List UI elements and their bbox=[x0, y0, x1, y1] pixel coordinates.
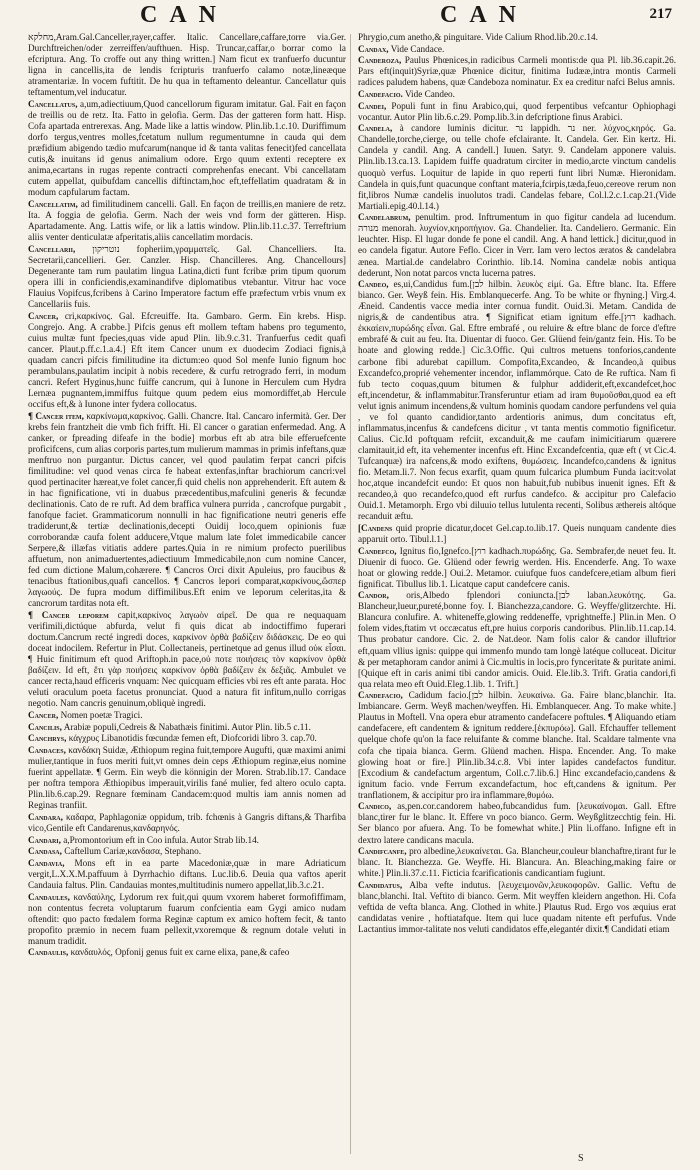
entry-headword: Candifcanfe, bbox=[358, 846, 407, 857]
right-column bbox=[358, 32, 676, 1157]
entry-headword: [Candens bbox=[358, 522, 393, 533]
dictionary-entry bbox=[28, 311, 346, 410]
entry-headword: Candeo, bbox=[358, 279, 389, 290]
entry-headword: Cancellarii, bbox=[28, 243, 76, 254]
entry-text: Phrygio,cum anetho,& pinguitare. Vide Calium Rhod.lib.20.c.14. bbox=[358, 32, 598, 42]
dictionary-entry bbox=[28, 858, 346, 891]
dictionary-entry bbox=[28, 199, 346, 243]
entry-text: Alba vefte indutus. [λευχειμονῶν,λευκοφορῶν. Gallic. Veftu de blanc,blanchi. Ital. Veftito di bianco. Germ. Mit weyffen kleidern angethon. Hi. Cofa veftida de vefta blanca. Ang. Clothed in white.] Plautus Rud. Ergo vos æquius erat candidatas venire , hoftiatafque. Item qui luce quadam nitente eft perfufus. Vnde Lactantius immor-talitate nos veluti candidatos effe,elegantér dixit.¶ Candidati etiam bbox=[358, 879, 676, 935]
dictionary-entry bbox=[28, 710, 346, 721]
entry-text: Mons eft in ea parte Macedoniæ,quæ in mare Adriaticum vergit,L.X.X.M.paffuum à Dyrrhachio diftans. Luc.lib.6. Deuia qua vaftos aperit Candauia faltus. Plin. Candauias montes,multitudinis numero appellat,lib.3.c.21. bbox=[28, 857, 346, 890]
running-head-right: CAN bbox=[440, 2, 528, 28]
entry-headword: Candasa, bbox=[28, 846, 62, 857]
entry-text: es,ui,Candidus fum.[לבן hilbin. λευκὸς εἰμί. Ga. Eftre blanc. Ita. Effere bianco. Ger. Weyß fein. His. Emblanquecerfe. Ang. To be white or fhyning.] Virg.4. Æneid. Candentis vacce media inter cornua fundit. Ouid.3i. Metam. Candida de nigris,& de candentibus atra. ¶ Significat etiam ignitum effe.[רוץ kadhach. ἐκκαίειν,πυρώδης εἶναι. Gal. Eftre embrafé , ou reluire & eftre blanc de force d'eftre embrafé & cuit au feu. Ita. Diuentar di fuoco. Ger. Glüend fein/gantz fein. His. To be hoate and glowing redde.] Cic.3.Offic. Qui cultros metuens tonforios,candente carbone fibi adurebat capillum. Compofita,Excandeo, & Incandeo,à quibus Excandefco,proprié vehementer incendor, inflammórque. Cato de Re ruftica. Nam fi fub tecto coquas,quum bitumen & fulphur addiderit,eft,excandefcet,hoc eft,incendetur, & inflammabitur.Transferuntur etiam ad iram θυμοῦσθαι,quod ea eft velut ignis animum incendens,& vultum hominis quodam candore perfundens vel quia , ve fol quanto candidior,tanto ardentioris animus, dum concitatus eft, inflammatus,incenfus & candefcens dicitur , vt tanta mentis commotio fignificetur. Calius. Cic.Id poftquam refciit, excanduit,& me caufam inimicitiarum quærere clamitauit,id eft, ita vehementer incenfus eft. Hinc Excandefcentia, quæ eft ( vt Cic.4. Tufcanquæ) ira nafcens,& modo exiftens, θυμώσεις. Incandefco,candens & ignitus fio. Metam.li.7. Non fecus exarfit, quam quum fulcarica plumbum Funda iacit:volat hoc,atque incandefcit eundo: Et quos non habuit,fub nubibus inuenit ignes. Eft & recandeo,à quo recandefco,quod eft rurfus candefco. & accipitur pro Calefacio Ouid.1. Metamorph. Ergo vbi diluuio tellus lutulenta recenti, Solibus æthereis altóque recanduit æftu. bbox=[358, 279, 676, 522]
entry-headword: Candaules, bbox=[28, 891, 70, 902]
entry-text: καδαρα, Paphlagoniæ oppidum, trib. fchœnis à Gangris diftans,& Tharfiba vico,Gentile eft Candarenus,κανδαρηνός. bbox=[28, 811, 346, 833]
entry-text: ad fimilitudinem cancelli. Gall. En façon de treillis,en maniere de retz. Ita. A foggia de gelofia. Germ. Nach der weis vnd form der gätteren. Hisp. Apartadamente. Ang. Lattis wife, or lik a lattis window. Plin.lib.11.c.37. Terreftrium aliis venter denticulatæ afperitatis,aliis cancellatim mordacis. bbox=[28, 198, 346, 243]
entry-headword: Candico, bbox=[358, 801, 392, 812]
entry-text: Caftellum Cariæ,κανδασα, Stephano. bbox=[64, 846, 202, 857]
signature-mark: S bbox=[578, 1153, 584, 1164]
entry-text: oris,Albedo fplendori coniuncta.[לבן laban.λευκότης. Ga. Blancheur,lueur,pureté,bonne foy. I. Bianchezza,candore. G. Weyffe/glitzerchte. Hi. Blancura conlufire. A. whiteneffe,glowing reddeneffe, vprightneffe.] Plin.in Men. O folem vides,ftatim vt occæcatus eft,pre huius corporis candoribus. Plin.lib.11.cap.14. Thus probatur candore. Cic. 2. de Nat.deor. Nam folis calor & candor illuftrior eft,quam vllius ignis: quippe qui immenfo mundo tam longè latéque colluceat. Dicitur & per metaphoram candor animi à Cic.multis in locis,pro fynceritate & puritate animi.[Quique eft in caris animi tibi candor amicis. Ouid. Ele.lib.3. Trift. Gratia candori,fi qua relata meo eft Ouid.Eleg.1.lib. 1. Trift.] bbox=[358, 590, 676, 689]
dictionary-entry bbox=[358, 880, 676, 935]
entry-headword: Cancellatim, bbox=[28, 198, 78, 209]
dictionary-entry bbox=[28, 610, 346, 709]
entry-text: נוטריקון fopheriim,γραμματεῖς. Gal. Chancelliers. Ita. Secretarii,cancellieri. Ger. Canzler. Hisp. Chancilleres. Ang. Chancellours] Degenerante tam rum paulatim lingua Latina,dicti funt fcribæ prim tipum quorum opera illi in conficiendis,examinandifve diplomatibus vtebantur. Vitrur hac voce Flauius Vopifcus,fcribens à Carino Imperatore factum effe præfectum vrbis vnum ex Cancellariis fuis. bbox=[28, 243, 346, 309]
dictionary-entry bbox=[28, 745, 346, 811]
entry-headword: Candela, bbox=[358, 123, 393, 134]
dictionary-entry bbox=[28, 846, 346, 857]
entry-text: Vide Candace. bbox=[390, 43, 445, 54]
entry-headword: Candara, bbox=[28, 811, 63, 822]
entry-headword: Candaces, bbox=[28, 744, 66, 755]
column-divider bbox=[350, 34, 351, 1154]
dictionary-entry bbox=[358, 101, 676, 123]
entry-text: cri,καρκίνος. Gal. Efcreuiffe. Ita. Gambaro. Germ. Ein krebs. Hisp. Congrejo. Ang. A crabbe.] Pifcis genus eft mollem teftam habens pro tegumento, cuius multæ funt fpecies,quas vide apud Plin. lib.9.c.31. Tranfuerfus cedit quafi cancer. Plaut.p.ff.c.1.a.4.] Eft item Cancer unum ex duodecim Zodiaci fignis,à quadam cancri pifcis fimilitudine ita dictum:eo quod Sol menfe Iunio fignum hoc perambulans,paulatim incipit à nobis recedere, & curfu retrogrado ferri, in modum cancri. Refert Hyginus,hunc fuiffe cancrum, qui à Iunone in Herculem cum Hydra Lernæa pugnantem,immiffus fuitque quum pedem eius momordiffet,ab Hercule occifus eft,& à Iunone inter fydera collocatus. bbox=[28, 310, 346, 409]
dictionary-entry bbox=[358, 279, 676, 522]
entry-text: à candore luminis dicitur. נר lappidh. נר ner. λύχνος,κηρός. Ga. Chandelle,torche,cierge, ou telle chofe efclairante. It. Candela. Ger. Ein kertz. Hi. Candela y candil. Ang. A candell.] Iuuen. Satyr. 9. Candelam apponere valuis. Plin.lib.13.ca.13. Lapidem fuiffe quadratum circiter in medio,arcte vinctum candelis quoquò verfus. Loquitur de lapide in quo reperti funt libri Numæ. Hieronidam. Candela in quis,funt quacunque conftant materia,fcirpis,tæda,feuo,cereove rerum non fit,libros Numæ candelis inuolutos tradi. Candelas febare, Col.l.2.c.1.cap.21.(Vide Martiali.epig.40.l.14.) bbox=[358, 123, 676, 211]
entry-headword: Candefacio. bbox=[358, 89, 403, 100]
entry-text: Populi funt in finu Arabico,qui, quod ferpentibus vefcantur Ophiophagi vocantur. Autor Plin lib.6.c.29. Pomp.lib.3.in defcriptione finus Arabici. bbox=[358, 100, 676, 122]
dictionary-entry bbox=[358, 212, 676, 278]
entry-headword: Canderoza, bbox=[358, 55, 402, 66]
entry-text: as,pen.cor.candorem habeo,fubcandidus fum. [λευκαίνομαι. Gall. Eftre blanc,tirer fur le blanc. It. Effere vn poco bianco. Germ. Weyßglitzecchtig fein. Hi. Ser blanco por afuera. Ang. To be fomewhat white.] Plin li.offano. Infigne eft in dextro latere candicans macula. bbox=[358, 801, 676, 845]
dictionary-entry bbox=[358, 690, 676, 800]
entry-headword: Candari, bbox=[28, 834, 61, 845]
dictionary-entry bbox=[28, 947, 346, 958]
entry-text: capit,καρκίνος λαγωὸν αἱρεῖ. De qua re nequaquam verifimili,dictúque abfurda, velut fi quis dicat ab indoctiffimo fuperari doctum.Cancrum recté ingredi doces, καρκίνον ὀρθὰ βαδίζειν διδάσκεις. De eo qui doceat indocilem. Refertur in Plut. Collectaneis, pertinetque ad genus illud οὐκ εἶσαι. ¶ Huic finitimum eft quod Ariftoph.in pace,οὐ ποτε ποιήσεις τὸν καρκίνον ὀρθὰ βαδίζειν. Id eft, ἔτι γὰρ ποιήσεις καρκίνον ὀρθὰ βαδίζειν ἐκ δεξιᾶς. Ambulet ve cancer recta,haud efficeris vnquam: Nec quicquam efficies vbi res eft ante parata. Hoc veluti oraculum poeta facetus pronunciat. Quod a natura fit infitum,nullo corrigas negotio. Nam cancris genuinum,obliquè ingredi. bbox=[28, 610, 346, 709]
entry-text: Nomen poetæ Tragici. bbox=[60, 710, 143, 721]
entry-text: κανδάκη Suidæ, Æthiopum regina fuit,tempore Augufti, quæ maximi animi mulier,tantique in fuos meriti fuit,vt omnes dein ceps Æthiopum reginæ,eius nomine fuerint appellatæ. ¶ Germ. Ein weyb die könnigin der Moren. Strab.lib.17. Candace per noftra tempora Æthiopibus imperauit,virilis fané mulier, fed altero oculo capta. Plin.lib.6.cap.29. Regnare fœminam Candacem:quod multis iam annis nomen ad Reginas tranfiit. bbox=[28, 744, 346, 811]
entry-headword: Candax, bbox=[358, 43, 389, 54]
entry-text: καρκίνωμα,καρκίνος. Galli. Chancre. Ital. Cancaro infermità. Ger. Der krebs fein frantzheit die vmb fich frifft. Hi. El cancer o garatian enfermedad. Ang. A canker, or fpreading difeafe in the bodie] morbus eft ab atra bile efferuefcente proficifcens, cum alias corporis partes,tum mulierum mammas in primis infeftans,quæ menftruo non purgantur. Dictus cancer, vel quod paulatim ferpat cancri pifcis fimilitudine: vel quod venas circa fe habeat extenfas,inftar brachiorum cancri:vel quod pertinaciter hæreat,ve folet cancer,fi quid chelis non apprehenderit. Eft autem & in hac fignificatione, vti in duabus præcedentibus,mafculini generis & fecundæ declinationis. Cato de re ruft. Ad dem braffica vulnera purrida , cancrofque purgabit , fanofque faciet. Grammaticorum nonnulli in hac fignificatione neutri generis effe tradiderunt,& tertiæ declinationis,decepti Ouidij loco,quem opinionis fuæ corroborandæ caufa folent adducere,Vtque malum late folet immedicabile cancer Serpere,& illæfas vitiatis addere partes.Quia in re nimium profecto puerilibus affuetum, non animaduertentes,adiectiuum Immedicabile,non cum nomine Cancer, fed cum dictione Malum,cohærere. ¶ Cancros Orci dixit Apuleius, pro faucibus & tenacibus ftationibus,quafi cancellos. ¶ Cancros lepori comparat,καρκίνους,ὥσπερ λαγωούς. De fupra modum diffimilibus.Eft enim ve leporum celeritas,ita & cancrorum tarditas nota eft. bbox=[28, 410, 346, 609]
entry-text: Ignitus fio,Ignefco.[רוץ kadhach.πυρώδης. Ga. Sembrafer,de neuet feu. It. Diuenir di fuoco. Ge. Glüend oder fewrig werden. His. Encenderfe. Ang. To waxe hoat or glowing redde.] Oui.2. Metamor. cuiufque fuos candefcere,etiam album fieri fignificat. Tibullus lib.1. Licatque caput candefcere canis. bbox=[358, 545, 676, 589]
dictionary-entry bbox=[28, 835, 346, 846]
dictionary-entry bbox=[28, 733, 346, 744]
entry-text: quid proprie dicatur,docet Gel.cap.to.lib.17. Queis nunquam candente dies apparuit orto. Tibul.l.1.] bbox=[358, 522, 676, 544]
entry-headword: Candidatus, bbox=[358, 879, 403, 890]
page-number: 217 bbox=[649, 6, 672, 22]
dictionary-entry bbox=[28, 812, 346, 834]
entry-text: Vide Candeo. bbox=[404, 89, 455, 100]
entry-text: κάγχρυς Libanotidis fœcundæ femen eft, Diofcoridi libro 3. cap.70. bbox=[68, 733, 317, 744]
entry-headword: Candefco, bbox=[358, 545, 397, 556]
running-head bbox=[0, 0, 700, 34]
entry-text: Cadidum facio.[לבן hilbin. λευκαίνω. Ga. Faire blanc,blanchir. Ita. Imbiancare. Germ. Weyß machen/weyffen. Hi. Emblanquecer. Ang. To make white.] Plautus in Moftell. Vna opera ebur atramento candefacere poftules. ¶ Aliquando etiam candefacere, eft candentem & ignitum reddere.[ἐκπυρόω]. Gall. Efchauffer tellement quelque chofe qu'on la face reluifante & comme blanche. Ital. Scaldare talmente vna cofa che tipaia bianca. Germ. Glüend machen. Hispa. Encender. Ang. To make glowing hoat or fire.] Plin.lib.34.c.8. Vbi inter lapides candefactos funditur. [Excodium & candefactum argentum, Coll.c.7.lib.6.] Hinc excandefacio,candens & ignitum facio. vnde Ferrum excandefactum, hoc eft,candens & ignitum. Per tranflationem, & accipitur pro ira inflammare,θυμόω. bbox=[358, 690, 676, 800]
dictionary-entry bbox=[358, 523, 676, 545]
entry-headword: Canchrys, bbox=[28, 733, 67, 744]
entry-text: penultim. prod. Inftrumentum in quo figitur candela ad lucendum. מנורה menorah. λυχνίον,κηροπήγιον. Ga. Chandelier. Ita. Candeliero. Germanic. Ein leuchter. Hisp. El lugar donde fe pone el candil. Ang. A hand lettick.] dicitur,quod in eo candela figatur. Autore Feflo. Cicer in Verr. Iam vero lectos æratos & candelabra ænea. Martial.de candelabro Corinthio. lib.14. Nomina candelæ nobis antiqua dederunt, Non notat parcos vncta lucerna patres. bbox=[358, 212, 676, 278]
entry-headword: Candei, bbox=[358, 100, 387, 111]
running-head-left: CAN bbox=[140, 2, 228, 28]
entry-headword: Candavia, bbox=[28, 857, 65, 868]
dictionary-entry bbox=[358, 32, 676, 43]
dictionary-entry bbox=[28, 722, 346, 733]
entry-headword: Cancer, bbox=[28, 310, 59, 321]
dictionary-entry bbox=[358, 55, 676, 88]
dictionary-entry bbox=[28, 411, 346, 610]
dictionary-entry bbox=[28, 892, 346, 947]
entry-headword: Cancer, bbox=[28, 710, 59, 721]
entry-headword: ¶ Cancer item, bbox=[28, 410, 84, 421]
entry-text: κανδαυλός, Opfonij genus fuit ex carne elixa, pane,& cafeo bbox=[70, 947, 290, 958]
entry-text: מחלקא,Aram.Gal.Canceller,rayer,caffer. Italic. Cancellare,caffare,torre via.Ger. Durchftreichen/oder zerreiffen/aufthuen. Hisp. Truncar,caffar,o borrar como la efcriptura. Ang. To croffe out any thing written.] Nam ficut ex tranfuerfo ducuntur ligna in cancellis,ita de lendis fcripturis tranfuerfo calamo notæ,lineæque atramentariæ. In vocem fuftitit. De hu qua in teftamento deleantur. Cancellatur quis teftamentum,vel inducatur. bbox=[28, 32, 346, 98]
entry-headword: ¶ Cancer leporem bbox=[28, 610, 109, 620]
entry-text: a,um,adiectiuum,Quod cancellorum figuram imitatur. Gal. Fait en façon de treillis ou de retz. Ita. Fatto in gelofia. Germ. Das der gatteren form hatt. Hisp. Cofa apartada entrerexas. Ang. Made like a lattis window. Plin.lib.1.c.10. Duriffimum dorfo tergus,ventres molles,fcetatum nullum regumentumne in cauda qui dem præfidium abigendo tædio mufcarum(nanque id & tanta valitas fenecit)fed cancellata cutis,& inuitans id genus animalium odore. Ergo quum extenti receptere ex anima,ecartans in rugas repente contracti comprehenfas enecant. Vbi cancellatam cutem appellat, quibufdam cancellis diftinctam,hoc eft,teffellatim quadratam & in modum capfularum factam. bbox=[28, 98, 346, 198]
entry-headword: Candelabrum, bbox=[358, 212, 411, 223]
dictionary-entry bbox=[358, 44, 676, 55]
dictionary-entry bbox=[358, 801, 676, 845]
entry-text: Arabiæ populi,Cedreis & Nabathæis finitimi. Autor Plin. lib.5 c.11. bbox=[63, 721, 311, 732]
dictionary-entry bbox=[358, 89, 676, 100]
left-column bbox=[28, 32, 346, 1157]
dictionary-entry bbox=[358, 846, 676, 879]
dictionary-entry bbox=[358, 546, 676, 590]
entry-text: Paulus Phœnices,in radicibus Carmeli montis:de qua Pl. lib.36.capit.26. Pars eft(inquit)Syriæ,quæ Phœnice dicitur, finitima Iudææ,intra montis Carmeli radices paludem habens, quæ Candeboza nominatur. Ex ea creditur nafci Belus amnis. bbox=[358, 55, 676, 88]
dictionary-entry bbox=[28, 244, 346, 310]
dictionary-entry bbox=[28, 99, 346, 198]
entry-headword: Cancellatus, bbox=[28, 98, 78, 109]
entry-headword: Candor, bbox=[358, 590, 389, 601]
entry-text: κανδαύλης, Lydorum rex fuit,qui quum vxorem haberet formofiffimam, non contentus fecreta voluptarum fuarum confcientia eam Gygi amico nudam oftendit: quo pacto fœdalem forma Reginæ captum ex amico hoftem fecit, & tanto propofito præmio in necem fuam pellexit,vxoremque & regnum dotale veluti in manum tradidit. bbox=[28, 891, 346, 946]
entry-text: pro albedine,λευκαίνεται. Ga. Blancheur,couleur blanchaftre,tirant fur le blanc. It. Bianchezza. Ge. Weyffe. Hi. Blancura. An. Bleaching,making faire or white.] Plin.li.37.c.11. Ficticia fcarificationis candicantiam fugiunt. bbox=[358, 846, 676, 879]
entry-headword: Cancilis, bbox=[28, 721, 62, 732]
entry-headword: Candaulis, bbox=[28, 947, 69, 958]
entry-text: a,Promontorium eft in Coo infula. Autor Strab lib.14. bbox=[63, 834, 259, 845]
entry-headword: Candefacio, bbox=[358, 690, 403, 701]
dictionary-entry bbox=[358, 123, 676, 211]
dictionary-entry bbox=[28, 32, 346, 98]
dictionary-entry bbox=[358, 590, 676, 689]
